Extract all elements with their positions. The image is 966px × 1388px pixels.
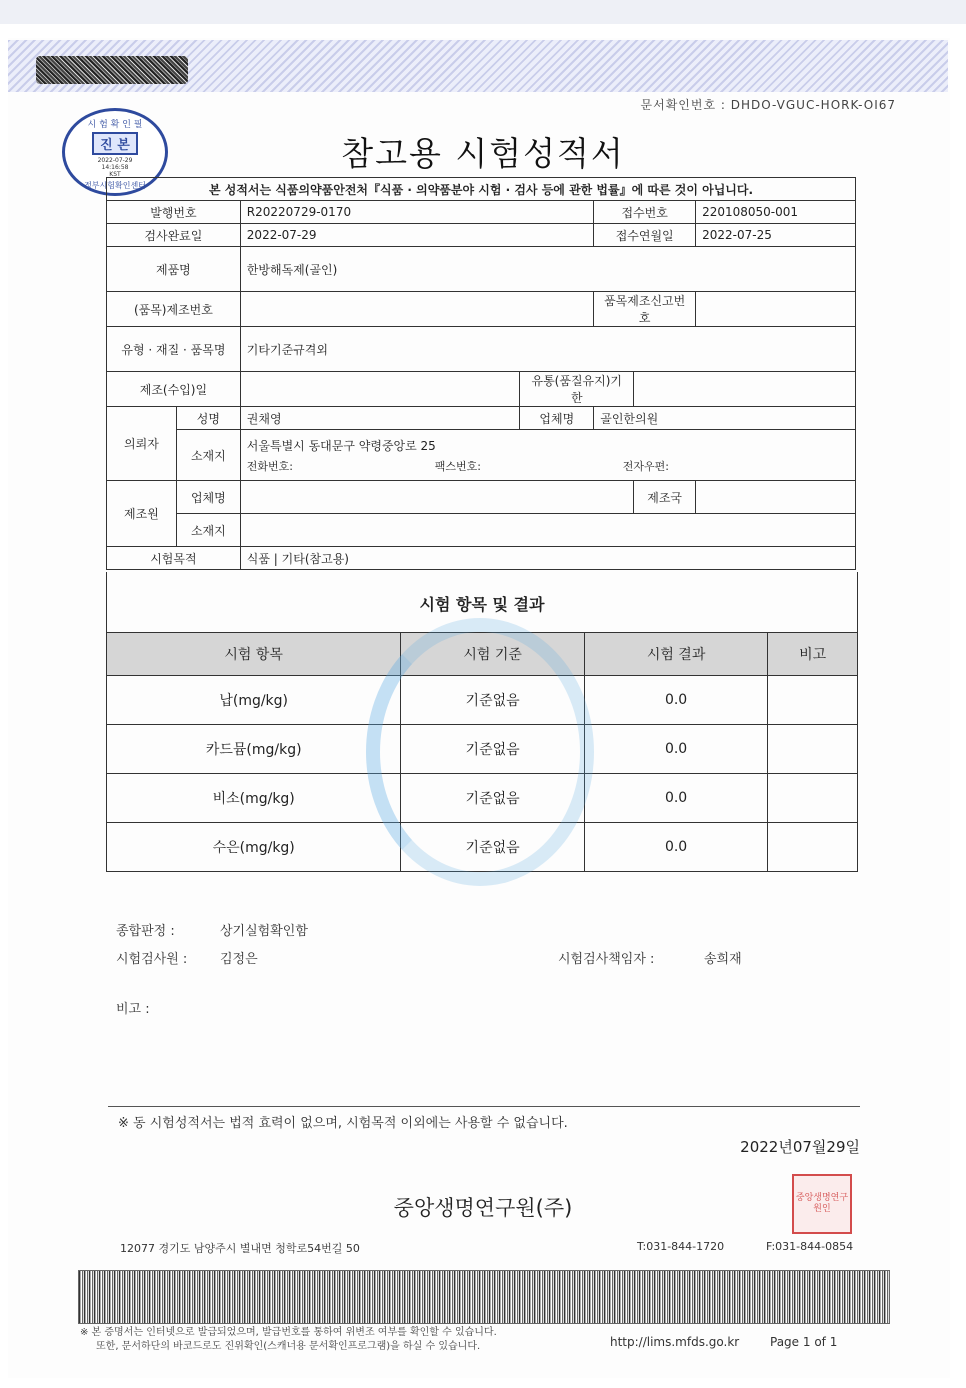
manager-value: 송희재 <box>704 952 742 967</box>
maker-address-label: 소재지 <box>176 514 240 547</box>
mfg-date-label: 제조(수입)일 <box>107 372 241 407</box>
judgment-label: 종합판정 : <box>116 924 175 939</box>
notice-text: 본 성적서는 식품의약품안전처『식품 · 의약품분야 시험 · 검사 등에 관한 법률』에 따른 것이 아닙니다. <box>107 178 856 201</box>
result-value: 0.0 <box>584 823 767 872</box>
results-table <box>106 632 858 872</box>
name-value: 권채영 <box>240 407 520 430</box>
country-label: 제조국 <box>634 481 696 514</box>
mfg-no-value <box>240 292 593 327</box>
page-indicator: Page 1 of 1 <box>770 1335 838 1349</box>
seal-date: 2022-07-29 <box>97 157 133 164</box>
seal-center-text: 진 본 <box>92 132 138 155</box>
seal-bottom-text: 정부시험확인센터 <box>84 181 146 190</box>
result-standard: 기준없음 <box>401 774 584 823</box>
page-title: 참고용 시험성적서 <box>341 134 625 173</box>
doc-check-number: 문서확인번호 : DHDO-VGUC-HORK-OI67 <box>640 98 896 112</box>
type-label: 유형 · 재질 · 품목명 <box>107 327 241 372</box>
report-no-label: 품목제조신고번호 <box>594 292 696 327</box>
results-header-item: 시험 항목 <box>107 633 401 676</box>
footer-address: 12077 경기도 남양주시 별내면 청학로54번길 50 <box>120 1242 360 1255</box>
report-no-value <box>696 292 856 327</box>
table-row <box>107 676 858 725</box>
expiry-value <box>634 372 856 407</box>
bottom-note-line1: ※ 본 증명서는 인터넷으로 발급되었으며, 발급번호를 통하여 위변조 여부를 확인할 수 있습니다. <box>80 1327 497 1338</box>
results-header-standard: 시험 기준 <box>401 633 584 676</box>
redacted-barcode <box>36 56 188 84</box>
result-item: 수은(mg/kg) <box>107 823 401 872</box>
receipt-no-label: 접수번호 <box>594 201 696 224</box>
address-cell <box>240 430 855 481</box>
divider <box>108 1106 860 1107</box>
seal-top-text: 시 험 확 인 필 <box>87 120 143 130</box>
table-row <box>107 774 858 823</box>
expiry-label: 유통(품질유지)기한 <box>520 372 634 407</box>
completed-value: 2022-07-29 <box>240 224 593 247</box>
footer-fax: F:031-844-0854 <box>766 1240 854 1253</box>
tester-row <box>116 948 258 967</box>
bottom-note <box>80 1326 497 1354</box>
address-value: 서울특별시 동대문구 약령중앙로 25 <box>246 438 436 453</box>
judgment-row <box>116 920 308 939</box>
remarks-label: 비고 : <box>116 1002 150 1017</box>
result-standard: 기준없음 <box>401 725 584 774</box>
result-note <box>768 774 858 823</box>
result-note <box>768 823 858 872</box>
result-standard: 기준없음 <box>401 676 584 725</box>
product-label: 제품명 <box>107 247 241 292</box>
verification-url: http://lims.mfds.go.kr <box>610 1335 740 1349</box>
tester-label: 시험검사원 : <box>116 952 188 967</box>
result-standard: 기준없음 <box>401 823 584 872</box>
info-table <box>106 177 856 570</box>
product-value: 한방해독제(골인) <box>240 247 855 292</box>
issue-no-value: R20220729-0170 <box>240 201 593 224</box>
maker-company-value <box>240 481 633 514</box>
company-stamp: 중앙생명연구원인 <box>792 1174 852 1234</box>
results-header-note: 비고 <box>768 633 858 676</box>
result-item: 비소(mg/kg) <box>107 774 401 823</box>
phone-label: 전화번호: <box>246 459 294 473</box>
maker-company-label: 업체명 <box>176 481 240 514</box>
table-row <box>107 823 858 872</box>
purpose-value: 식품 | 기타(참고용) <box>240 547 855 570</box>
table-row <box>107 725 858 774</box>
fax-label: 팩스번호: <box>434 459 481 473</box>
company-label: 업체명 <box>520 407 594 430</box>
results-header-result: 시험 결과 <box>584 633 767 676</box>
seal-tz: KST <box>109 171 121 178</box>
maker-label: 제조원 <box>107 481 177 547</box>
receipt-date-label: 접수연월일 <box>594 224 696 247</box>
manager-row <box>558 948 742 967</box>
email-label: 전자우편: <box>622 459 669 473</box>
client-label: 의뢰자 <box>107 407 177 481</box>
address-label: 소재지 <box>176 430 240 481</box>
mfg-no-label: (품목)제조번호 <box>107 292 241 327</box>
name-label: 성명 <box>176 407 240 430</box>
result-note <box>768 725 858 774</box>
receipt-date-value: 2022-07-25 <box>696 224 856 247</box>
disclaimer-text: ※ 동 시험성적서는 법적 효력이 없으며, 시험목적 이외에는 사용할 수 없습니다. <box>118 1116 568 1131</box>
result-value: 0.0 <box>584 774 767 823</box>
receipt-no-value: 220108050-001 <box>696 201 856 224</box>
2d-barcode <box>78 1270 890 1324</box>
tester-value: 김정은 <box>220 952 258 967</box>
judgment-value: 상기실험확인함 <box>220 924 308 939</box>
company-value: 골인한의원 <box>594 407 856 430</box>
purpose-label: 시험목적 <box>107 547 241 570</box>
results-title: 시험 항목 및 결과 <box>106 572 858 633</box>
completed-label: 검사완료일 <box>107 224 241 247</box>
top-bar <box>0 0 966 24</box>
organization-name: 중앙생명연구원(주) <box>393 1196 573 1220</box>
type-value: 기타기준규격외 <box>240 327 855 372</box>
mfg-date-value <box>240 372 520 407</box>
result-item: 납(mg/kg) <box>107 676 401 725</box>
result-note <box>768 676 858 725</box>
result-item: 카드뮴(mg/kg) <box>107 725 401 774</box>
bottom-note-line2: 또한, 문서하단의 바코드로도 진위확인(스캐너용 문서확인프로그램)을 하실 수 있습니다. <box>96 1341 481 1352</box>
result-value: 0.0 <box>584 725 767 774</box>
result-value: 0.0 <box>584 676 767 725</box>
footer-tel: T:031-844-1720 <box>637 1240 725 1253</box>
seal-time: 14:16:58 <box>101 164 129 171</box>
issue-date: 2022년07월29일 <box>740 1138 860 1156</box>
country-value <box>696 481 856 514</box>
issue-no-label: 발행번호 <box>107 201 241 224</box>
maker-address-value <box>240 514 855 547</box>
manager-label: 시험검사책임자 : <box>558 952 655 967</box>
